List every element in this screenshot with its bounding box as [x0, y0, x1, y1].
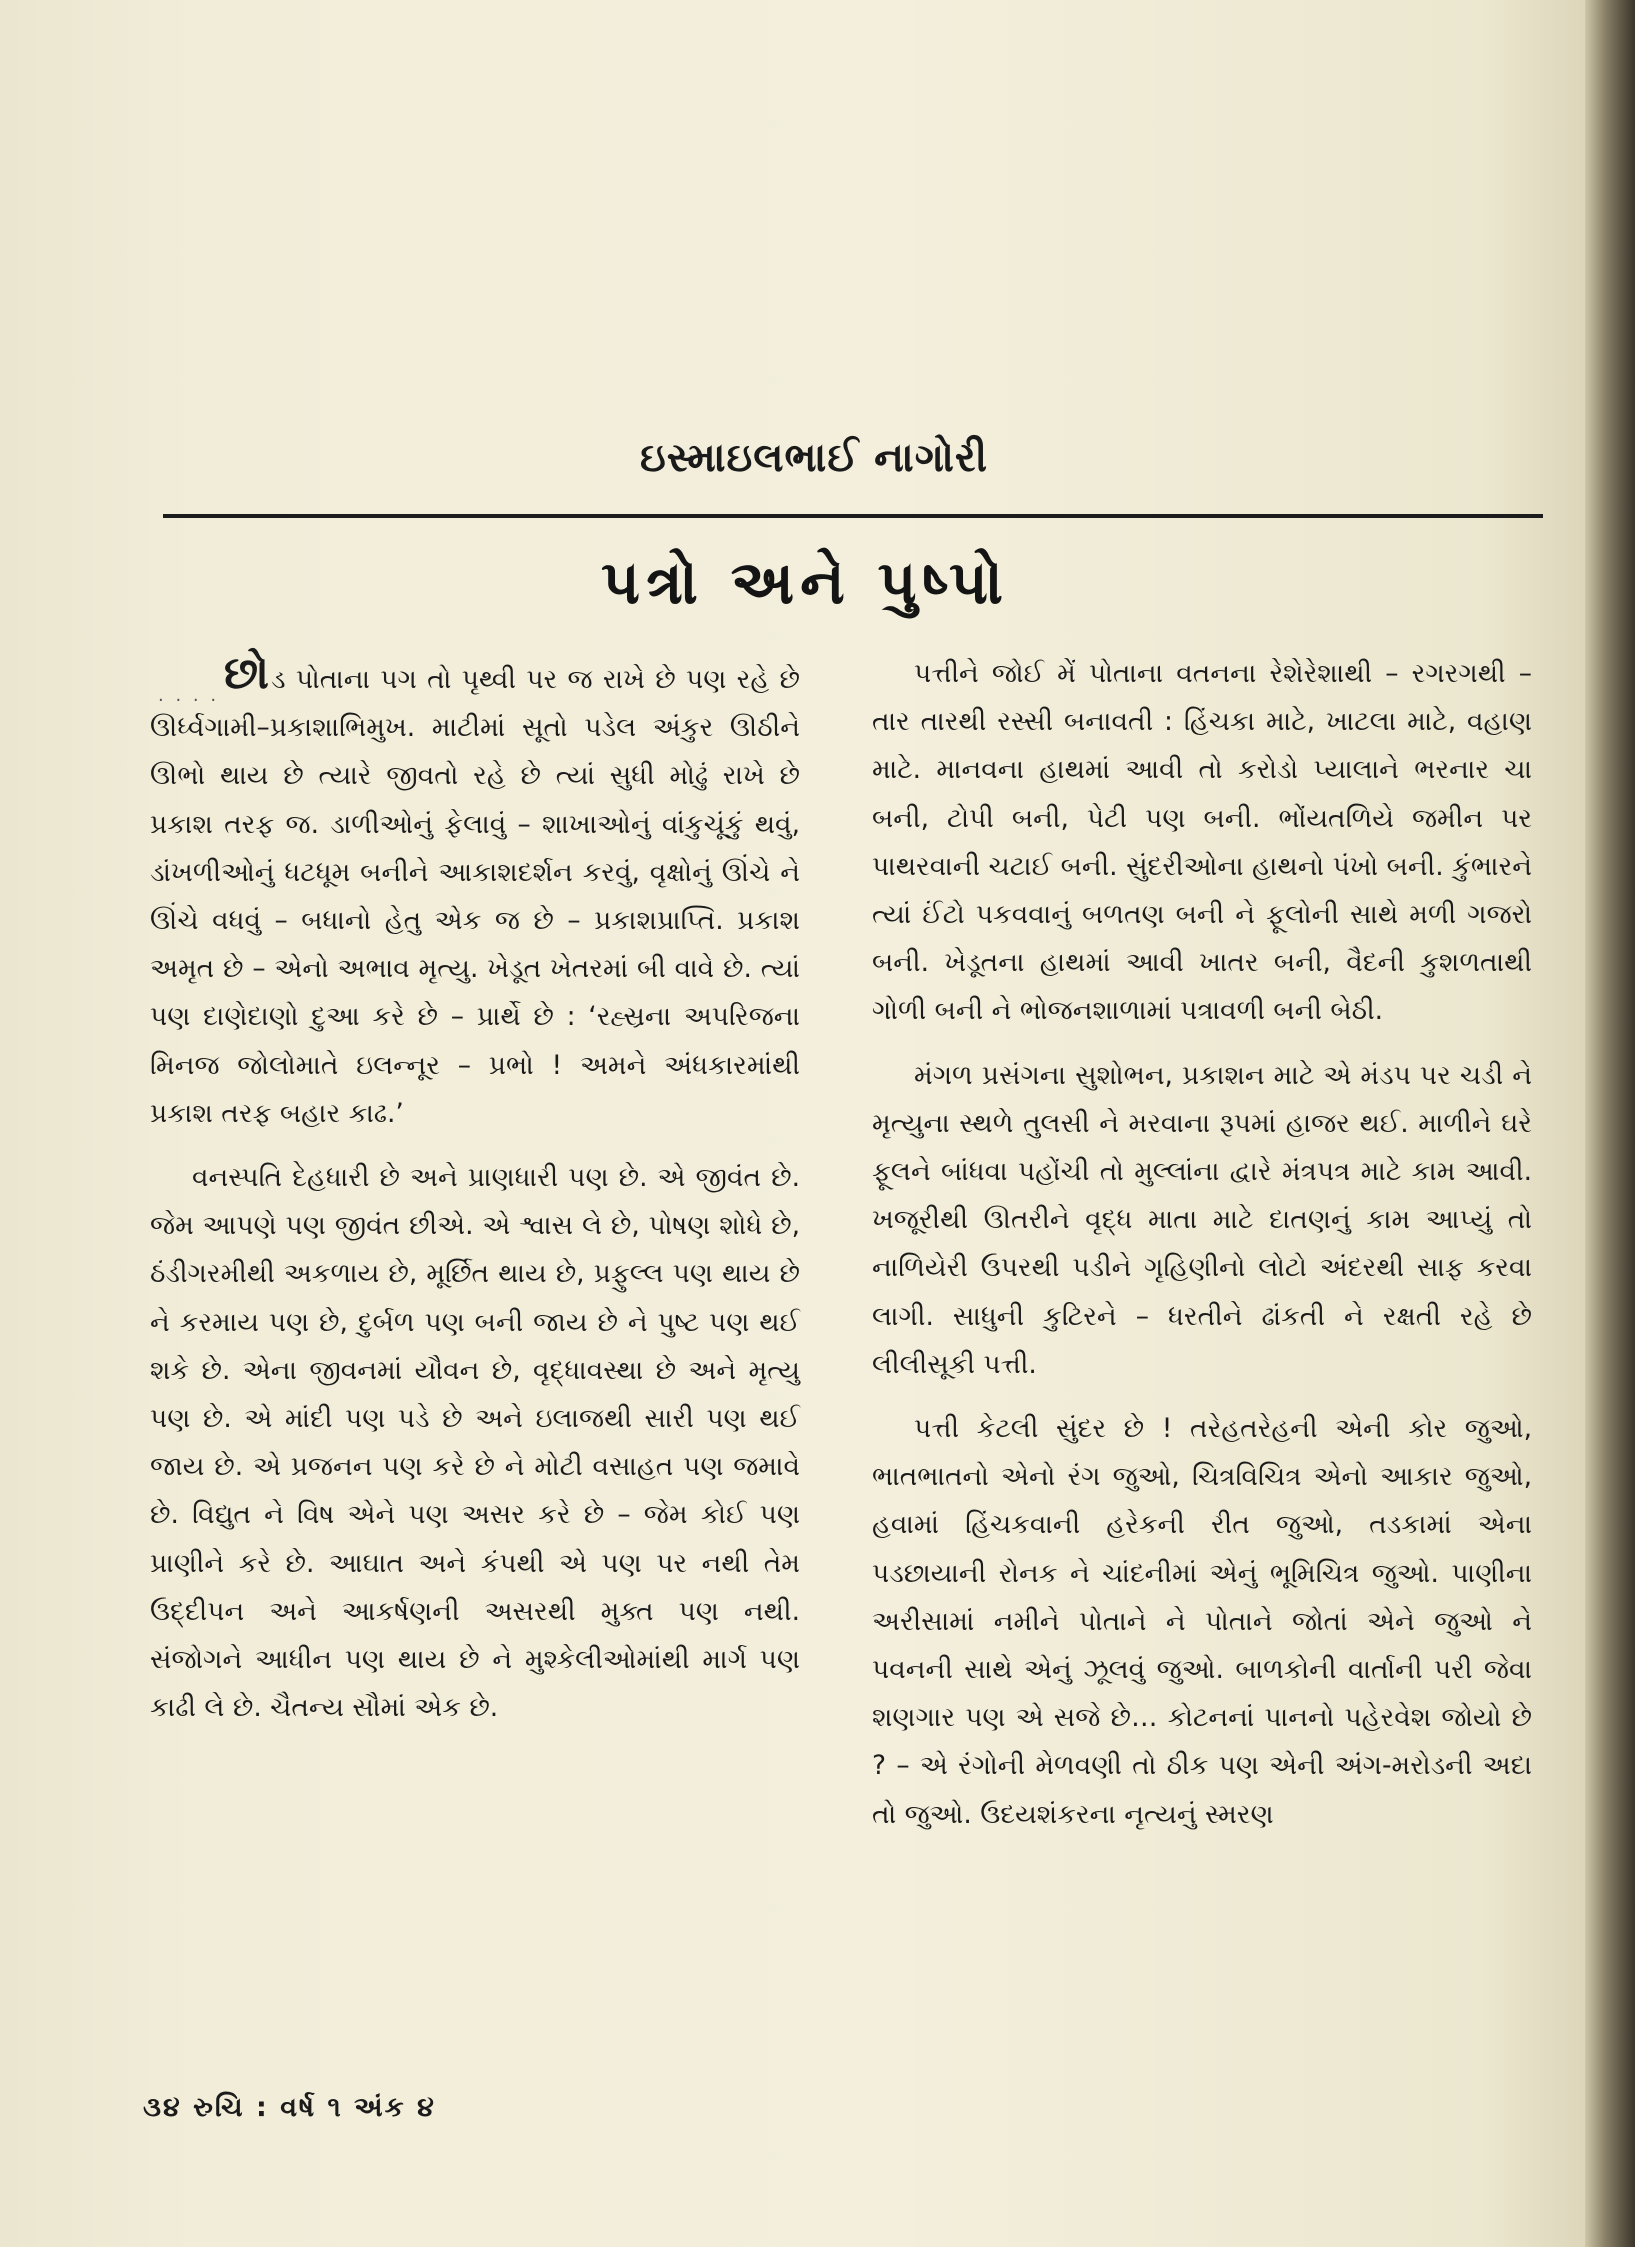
paragraph: પત્તી કેટલી સુંદર છે ! તરેહતરેહની એની કોર જુઓ, ભાતભાતનો એનો રંગ જુઓ, ચિત્રવિચિત્ર એનો આકાર જુઓ, હવામાં હિંચકવાની હરેકની રીત જુઓ, તડકામાં એના પડછાયાની રોનક ને ચાંદનીમાં એનું ભૂમિચિત્ર જુઓ. પાણીના અરીસામાં નમીને પોતાને ને પોતાને જોતાં એને જુઓ ને પવનની સાથે એનું ઝૂલવું જુઓ. બાળકોની વાર્તાની પરી જેવા શણગાર પણ એ સજે છે… કોટનનાં પાનનો પહેરવેશ જોયો છે ? – એ રંગોની મેળવણી તો ઠીક પણ એની અંગ-મરોડની અદા તો જુઓ. ઉદયશંકરના નૃત્યનું સ્મરણ [872, 1413, 1532, 1830]
paragraph: વનસ્પતિ દેહધારી છે અને પ્રાણધારી પણ છે. એ જીવંત છે. જેમ આપણે પણ જીવંત છીએ. એ શ્વાસ લે છે, પોષણ શોધે છે, ઠંડીગરમીથી અકળાય છે, મૂર્છિત થાય છે, પ્રફુલ્લ પણ થાય છે ને કરમાય પણ છે, દુર્બળ પણ બની જાય છે ને પુષ્ટ પણ થઈ શકે છે. એના જીવનમાં યૌવન છે, વૃદ્ધાવસ્થા છે અને મૃત્યુ પણ છે. એ માંદી પણ પડે છે અને ઇલાજથી સારી પણ થઈ જાય છે. એ પ્રજનન પણ કરે છે ને મોટી વસાહત પણ જમાવે છે. વિદ્યુત ને વિષ એને પણ અસર કરે છે – જેમ કોઈ પણ પ્રાણીને કરે છે. આઘાત અને કંપથી એ પણ પર નથી તેમ ઉદ્દીપન અને આકર્ષણની અસરથી મુક્ત પણ નથી. સંજોગને આધીન પણ થાય છે ને મુશ્કેલીઓમાંથી માર્ગ પણ કાઢી લે છે. ચૈતન્ય સૌમાં એક છે. [150, 1162, 800, 1724]
right-column [872, 650, 1532, 1855]
book-spine-shadow [1585, 0, 1635, 2247]
paragraph-text: ડ પોતાના પગ તો પૃથ્વી પર જ રાખે છે પણ રહે છે ઊર્ધ્વગામી–પ્રકાશાભિમુખ. માટીમાં સૂતો પડેલ અંકુર ઊઠીને ઊભો થાય છે ત્યારે જીવતો રહે છે ત્યાં સુધી મોઢું રાખે છે પ્રકાશ તરફ જ. ડાળીઓનું ફેલાવું – શાખાઓનું વાંકુચૂંકું થવું, ડાંખળીઓનું ધટધૂમ બનીને આકાશદર્શન કરવું, વૃક્ષોનું ઊંચે ને ઊંચે વધવું – બધાનો હેતુ એક જ છે – પ્રકાશપ્રાપ્તિ. પ્રકાશ અમૃત છે – એનો અભાવ મૃત્યુ. ખેડૂત ખેતરમાં બી વાવે છે. ત્યાં પણ દાણેદાણો દુઆ કરે છે – પ્રાર્થે છે : ‘રહ્સ્રના અપરિજના મિનજ જોલોમાતે ઇલન્નૂર – પ્રભો ! અમને અંધકારમાંથી પ્રકાશ તરફ બહાર કાઢ.’ [150, 664, 800, 1129]
left-column [150, 650, 800, 1748]
paragraph: પત્તીને જોઈ મેં પોતાના વતનના રેશેરેશાથી – રગરગથી – તાર તારથી રસ્સી બનાવતી : હિંચકા માટે, ખાટલા માટે, વહાણ માટે. માનવના હાથમાં આવી તો કરોડો પ્યાલાને ભરનાર ચા બની, ટોપી બની, પેટી પણ બની. ભોંયતળિયે જમીન પર પાથરવાની ચટાઈ બની. સુંદરીઓના હાથનો પંખો બની. કુંભારને ત્યાં ઈંટો પકવવાનું બળતણ બની ને ફૂલોની સાથે મળી ગજરો બની. ખેડૂતના હાથમાં આવી ખાતર બની, વૈદની કુશળતાથી ગોળી બની ને ભોજનશાળામાં પત્રાવળી બની બેઠી. [872, 658, 1532, 1027]
page-footer: ૩૪ રુચિ : વર્ષ ૧ અંક ૪ [143, 2092, 436, 2123]
article-title: પત્રો અને પુષ્પો [601, 548, 1009, 618]
paragraph [150, 650, 800, 1138]
author-name: ઇસ્માઇલભાઈ નાગોરી [640, 435, 989, 481]
header-rule [163, 514, 1543, 518]
decorative-dots: · · · · [158, 690, 220, 711]
paragraph: મંગળ પ્રસંગના સુશોભન, પ્રકાશન માટે એ મંડપ પર ચડી ને મૃત્યુના સ્થળે તુલસી ને મરવાના રૂપમાં હાજર થઈ. માળીને ઘરે ફૂલને બાંધવા પહોંચી તો મુલ્લાંના દ્વારે મંત્રપત્ર માટે કામ આવી. ખજૂરીથી ઊતરીને વૃદ્ધ માતા માટે દાતણનું કામ આપ્યું તો નાળિયેરી ઉપરથી પડીને ગૃહિણીનો લોટો અંદરથી સાફ કરવા લાગી. સાધુની કુટિરને – ધરતીને ઢાંકતી ને રક્ષતી રહે છે લીલીસૂકી પત્તી. [872, 1059, 1532, 1380]
drop-cap: છો [224, 648, 270, 699]
